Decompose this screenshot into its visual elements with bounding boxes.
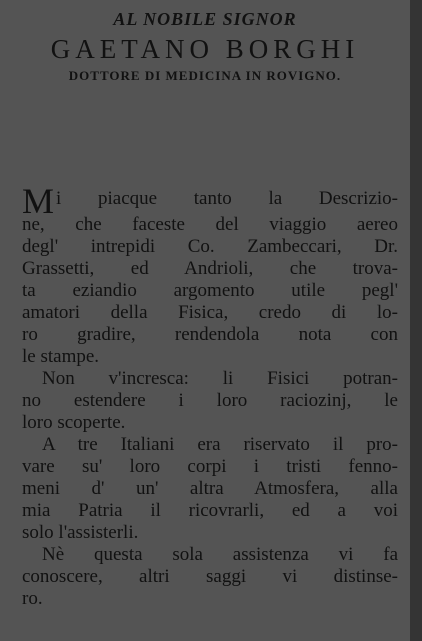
letter-body (22, 188, 398, 610)
text-line: ne, che faceste del viaggio aereo (22, 214, 398, 235)
page-edge-shadow (410, 0, 422, 641)
text-line: ta eziandio argomento utile pegl' (22, 280, 398, 301)
recipient-title: DOTTORE DI MEDICINA IN ROVIGNO. (68, 68, 342, 83)
recipient-name: GAETANO BORGHI (50, 34, 360, 64)
text-line: Nè questa sola assistenza vi fa (42, 544, 398, 565)
text-line: degl' intrepidi Co. Zambeccari, Dr. (22, 236, 398, 257)
text-line: loro scoperte. (22, 412, 126, 433)
text-line: Non v'incresca: li Fisici potran- (42, 368, 398, 389)
text-line: meni d' un' altra Atmosfera, alla (22, 478, 398, 499)
text-line: A tre Italiani era riservato il pro- (42, 434, 398, 455)
text-line: amatori della Fisica, credo di lo- (22, 302, 398, 323)
dedication-line: AL NOBILE SIGNOR (113, 9, 297, 29)
text-line: vare su' loro corpi i tristi fenno- (22, 456, 398, 477)
text-line: mia Patria il ricovrarli, ed a voi (22, 500, 398, 521)
text-line: ro. (22, 588, 43, 609)
text-line: le stampe. (22, 346, 100, 367)
text-line (22, 188, 398, 214)
text-line-content: i piacque tanto la Descrizio- (56, 188, 398, 209)
drop-cap: M (22, 188, 55, 214)
text-line: ro gradire, rendendola nota con (22, 324, 398, 345)
text-line: no estendere i loro raciozinj, le (22, 390, 398, 411)
text-line: conoscere, altri saggi vi distinse- (22, 566, 398, 587)
dedication-header (0, 6, 410, 86)
text-line: solo l'assisterli. (22, 522, 139, 543)
text-line: Grassetti, ed Andrioli, che trova- (22, 258, 398, 279)
